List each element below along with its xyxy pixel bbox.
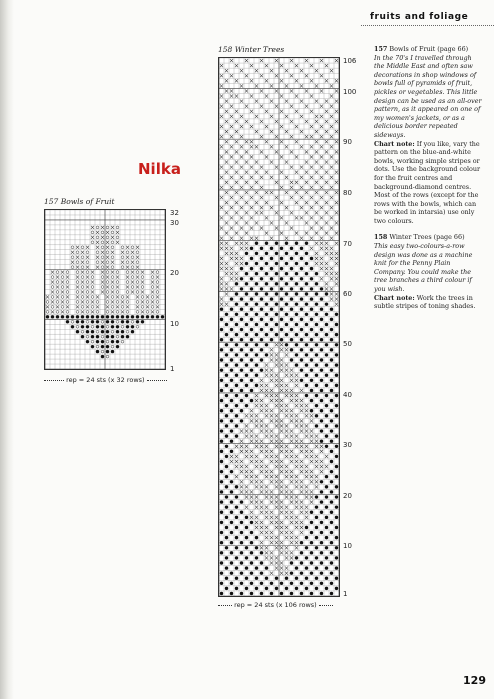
row-label: 10 [343,542,352,550]
row-label: 10 [170,320,179,328]
row-label: 40 [343,391,352,399]
row-label: 30 [170,219,179,227]
chart-note-text: If you like, vary the pattern on the blue-and-white bowls, working simple stripes or dots. Use the background colour for the fruit centres and background-diamond centres. Most of the rows (except for the rows with the bowls, which can be worked in intarsia) use only two colours. [374,139,481,225]
heading-title: Bowls of Fruit (page 66) [389,45,469,53]
grid-svg [219,58,339,596]
chart-note-text: Work the trees in subtle stripes of toning shades. [374,293,476,311]
chart-158-repeat-label: rep = 24 sts (x 106 rows) [234,601,317,609]
intro-text: In the 70's I travelled through the Middle East and often saw decorations in shop windows of bowls full of pyramids of fruit, pickles or vegetables. This little design can be used as an all-over pattern, as it appeared on one of my women's jackets, or as a delicious border repeated sideways. [374,53,482,139]
heading-number: 157 [374,45,388,53]
chart-157-title: 157 Bowls of Fruit [44,197,115,206]
chart-158-grid [218,57,340,597]
row-label: 20 [343,492,352,500]
watermark: Nilka [138,160,181,178]
chart-note-label: Chart note: [374,139,415,148]
chart-158-repeat [218,601,333,609]
row-label: 1 [170,365,175,373]
page-number: 129 [463,674,486,687]
intro-text: This easy two-colours-a-row design was done as a machine knit for the Penny Plain Company. You could make the tree branches a third colour if you wish. [374,242,473,294]
grid-svg [45,210,165,369]
row-label: 1 [343,590,348,598]
description-158 [374,233,484,310]
row-label: 20 [170,269,179,277]
row-label: 100 [343,88,357,96]
heading-number: 158 [374,233,388,242]
heading-title: Winter Trees (page 66) [389,233,465,242]
chart-158-title: 158 Winter Trees [218,45,285,54]
header-rule [361,25,494,26]
row-label: 50 [343,340,352,348]
page-fold-shadow [0,0,14,699]
description-column [374,45,484,317]
chart-note-label: Chart note: [374,293,415,302]
row-label: 90 [343,138,352,146]
row-label: 30 [343,441,352,449]
row-label: 60 [343,290,352,298]
row-label: 106 [343,57,357,65]
chart-157-repeat-label: rep = 24 sts (x 32 rows) [66,376,145,384]
row-label: 80 [343,189,352,197]
row-label: 32 [170,209,179,217]
description-157 [374,45,484,225]
chart-157-grid [44,209,166,370]
row-label: 70 [343,240,352,248]
section-header: fruits and foliage [370,12,469,22]
chart-157-repeat [44,376,167,384]
